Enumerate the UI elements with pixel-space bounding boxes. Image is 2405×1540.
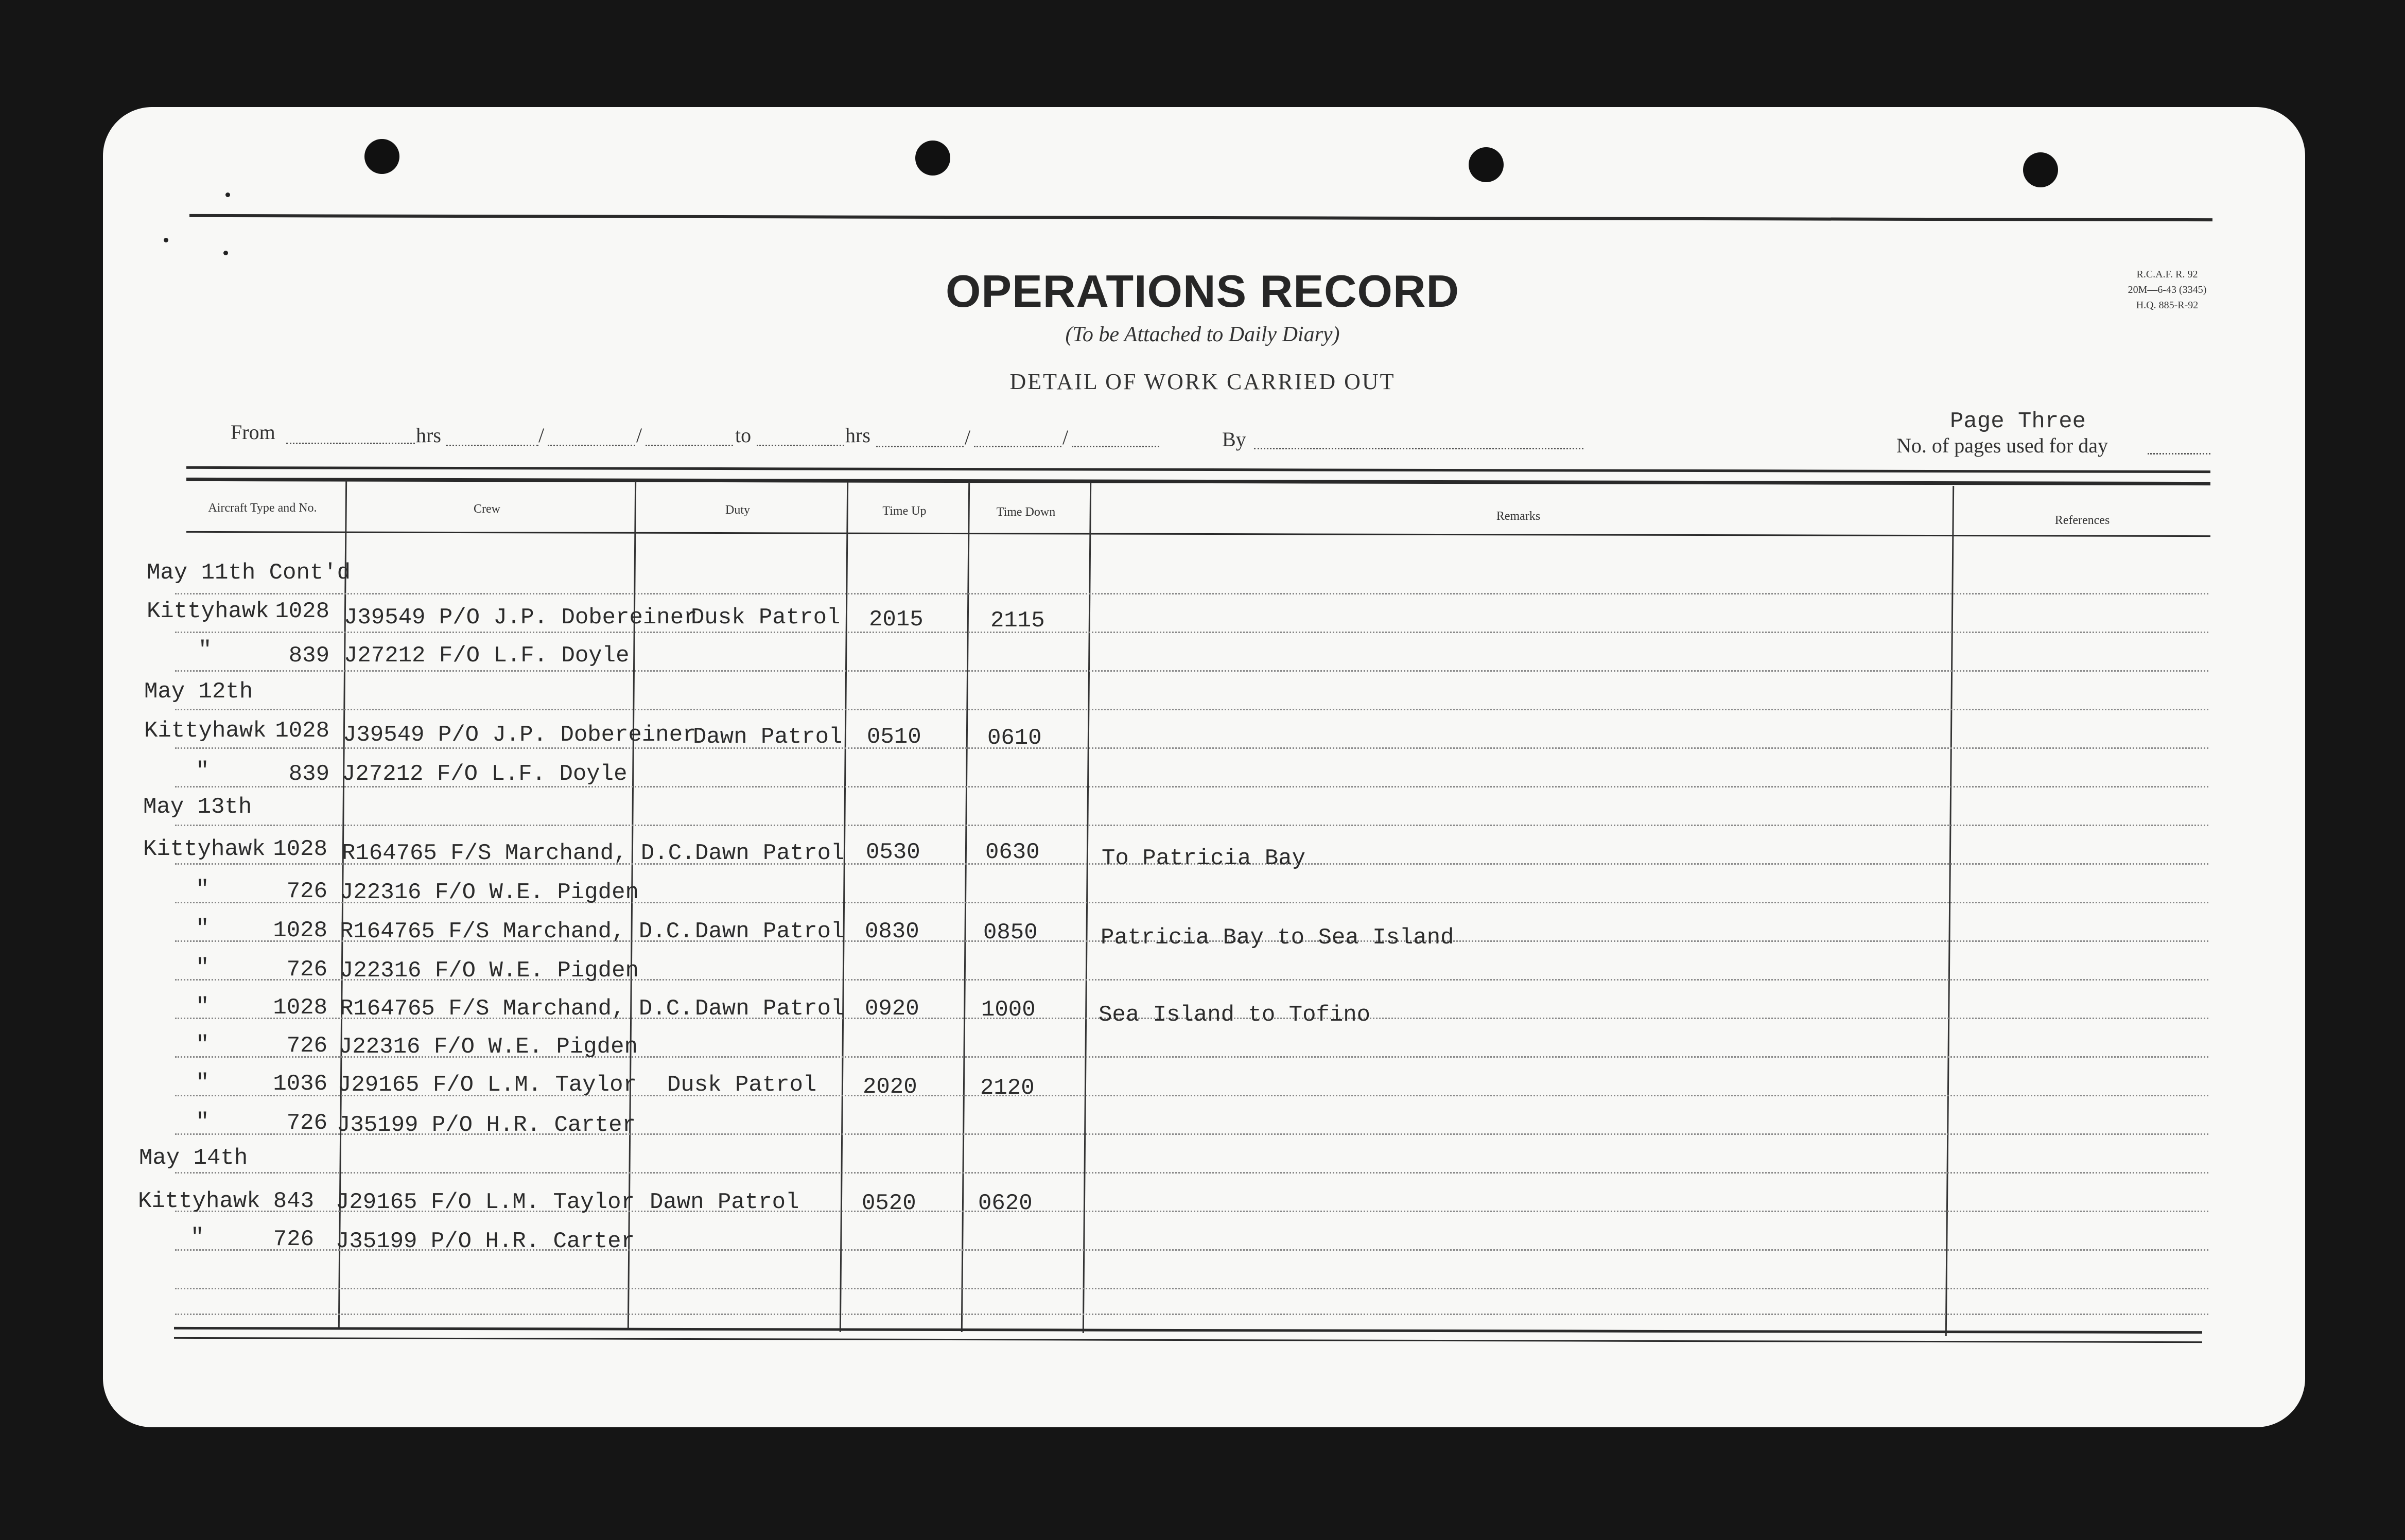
time-down: 2120	[980, 1075, 1035, 1101]
slash-label: /	[538, 424, 545, 447]
crew-entry: J27212 F/O L.F. Doyle	[342, 761, 628, 787]
hrs-label: hrs	[845, 424, 870, 447]
ditto-mark: "	[196, 1032, 210, 1058]
time-up: 2015	[869, 607, 923, 633]
col-header-duty: Duty	[725, 503, 750, 517]
slash-label: /	[965, 426, 971, 449]
page-number: Page Three	[1950, 409, 2086, 434]
slash-label: /	[636, 424, 642, 447]
aircraft-number: 843	[273, 1188, 314, 1214]
crew-entry: J22316 F/O W.E. Pigden	[339, 1034, 638, 1060]
aircraft-type: Kittyhawk	[147, 599, 269, 624]
duty-entry: Dusk Patrol	[667, 1072, 817, 1098]
crew-entry: J39549 P/O J.P. Dobereiner	[343, 722, 696, 748]
form-code-line: R.C.A.F. R. 92	[2136, 269, 2198, 280]
pages-used-field[interactable]	[2148, 453, 2210, 454]
ditto-mark: "	[196, 1109, 210, 1135]
duty-entry: Dawn Patrol	[650, 1189, 799, 1215]
aircraft-number: 1028	[273, 836, 327, 862]
remarks-entry: Patricia Bay to Sea Island	[1101, 925, 1454, 951]
remarks-entry: To Patricia Bay	[1102, 846, 1306, 871]
crew-entry: J35199 P/O H.R. Carter	[336, 1229, 635, 1254]
aircraft-type: Kittyhawk	[143, 836, 266, 862]
ink-speck	[164, 238, 168, 242]
aircraft-number: 726	[286, 1033, 327, 1059]
row-rule	[175, 1172, 2208, 1174]
ditto-mark: "	[196, 1070, 210, 1096]
aircraft-number: 726	[286, 1110, 327, 1136]
ditto-mark: "	[196, 994, 210, 1020]
crew-entry: J29165 F/O L.M. Taylor	[338, 1072, 637, 1098]
form-code-line: 20M—6-43 (3345)	[2128, 284, 2207, 295]
aircraft-number: 1028	[273, 995, 327, 1021]
by-label: By	[1222, 428, 1246, 451]
time-up: 0520	[862, 1191, 916, 1216]
form-code	[2085, 267, 2250, 313]
col-header-time-down: Time Down	[996, 505, 1056, 519]
row-rule	[175, 1288, 2208, 1289]
to-label: to	[735, 424, 752, 447]
time-down: 0620	[978, 1191, 1033, 1216]
to-day-field[interactable]	[876, 446, 964, 447]
duty-entry: Dawn Patrol	[693, 724, 843, 750]
crew-entry: R164765 F/S Marchand, D.C.	[340, 919, 693, 944]
ink-speck	[225, 192, 230, 197]
to-month-field[interactable]	[974, 446, 1061, 447]
ink-speck	[223, 251, 228, 255]
aircraft-number: 726	[286, 879, 327, 904]
from-year-field[interactable]	[646, 445, 733, 446]
aircraft-number: 839	[288, 643, 329, 669]
col-header-crew: Crew	[474, 502, 500, 516]
row-rule	[175, 825, 2208, 826]
from-hrs-field[interactable]	[286, 443, 415, 444]
time-up: 0830	[865, 919, 919, 944]
punch-hole	[364, 139, 399, 174]
duty-entry: Dusk Patrol	[691, 605, 841, 631]
crew-entry: J22316 F/O W.E. Pigden	[340, 880, 639, 905]
duty-entry: Dawn Patrol	[695, 841, 845, 866]
time-up: 2020	[863, 1074, 917, 1100]
crew-entry: J39549 P/O J.P. Dobereiner	[344, 605, 698, 631]
ditto-mark: "	[196, 758, 210, 784]
ditto-mark: "	[196, 955, 210, 981]
form-code-line: H.Q. 885-R-92	[2136, 300, 2199, 311]
aircraft-number: 1028	[275, 599, 329, 624]
ditto-mark: "	[190, 1224, 204, 1250]
aircraft-number: 1028	[275, 718, 329, 744]
time-up: 0510	[867, 724, 921, 750]
time-down: 1000	[981, 997, 1036, 1023]
aircraft-number: 839	[288, 761, 329, 787]
crew-entry: J22316 F/O W.E. Pigden	[340, 958, 639, 984]
aircraft-type: Kittyhawk	[138, 1188, 260, 1214]
time-down: 0610	[987, 725, 1042, 751]
crew-entry: J35199 P/O H.R. Carter	[337, 1112, 636, 1138]
time-up: 0920	[865, 996, 919, 1022]
date-heading: May 14th	[139, 1145, 248, 1171]
aircraft-number: 726	[273, 1227, 314, 1252]
hrs-label: hrs	[416, 424, 441, 447]
time-down: 0850	[983, 920, 1038, 946]
slash-label: /	[1062, 426, 1069, 449]
crew-entry: R164765 F/S Marchand, D.C.	[342, 841, 695, 866]
ditto-mark: "	[196, 916, 210, 941]
crew-entry: J29165 F/O L.M. Taylor	[336, 1189, 635, 1215]
pages-used-label: No. of pages used for day	[1896, 434, 2108, 457]
detail-heading: DETAIL OF WORK CARRIED OUT	[1009, 369, 1396, 394]
punch-hole	[915, 141, 950, 176]
row-rule	[175, 1314, 2208, 1315]
page-subtitle: (To be Attached to Daily Diary)	[1065, 323, 1340, 346]
to-hrs-field[interactable]	[757, 445, 844, 446]
ditto-mark: "	[198, 637, 212, 663]
time-down: 0630	[985, 839, 1040, 865]
duty-entry: Dawn Patrol	[695, 919, 845, 944]
aircraft-number: 1036	[273, 1071, 327, 1097]
punch-hole	[2023, 152, 2058, 187]
page-title: OPERATIONS RECORD	[945, 266, 1460, 317]
col-header-aircraft: Aircraft Type and No.	[208, 501, 317, 515]
col-header-references: References	[2054, 514, 2110, 527]
duty-entry: Dawn Patrol	[695, 996, 845, 1022]
punch-hole	[1469, 147, 1504, 182]
crew-entry: R164765 F/S Marchand, D.C.	[340, 996, 693, 1022]
to-year-field[interactable]	[1072, 446, 1159, 447]
aircraft-type: Kittyhawk	[144, 718, 267, 744]
time-down: 2115	[990, 608, 1045, 634]
time-up: 0530	[866, 839, 920, 865]
from-day-field[interactable]	[446, 445, 538, 446]
date-heading: May 11th Cont'd	[147, 560, 351, 586]
by-field[interactable]	[1254, 448, 1583, 449]
row-rule	[175, 709, 2208, 710]
row-rule	[175, 593, 2208, 594]
crew-entry: J27212 F/O L.F. Doyle	[344, 643, 630, 669]
remarks-entry: Sea Island to Tofino	[1099, 1002, 1371, 1028]
col-header-time-up: Time Up	[882, 504, 927, 518]
aircraft-number: 726	[286, 957, 327, 983]
aircraft-number: 1028	[273, 918, 327, 943]
from-month-field[interactable]	[548, 445, 635, 446]
date-heading: May 12th	[144, 679, 253, 705]
from-label: From	[231, 421, 275, 444]
row-rule	[175, 670, 2208, 672]
date-heading: May 13th	[143, 794, 252, 820]
col-header-remarks: Remarks	[1496, 510, 1541, 523]
ditto-mark: "	[196, 877, 210, 902]
